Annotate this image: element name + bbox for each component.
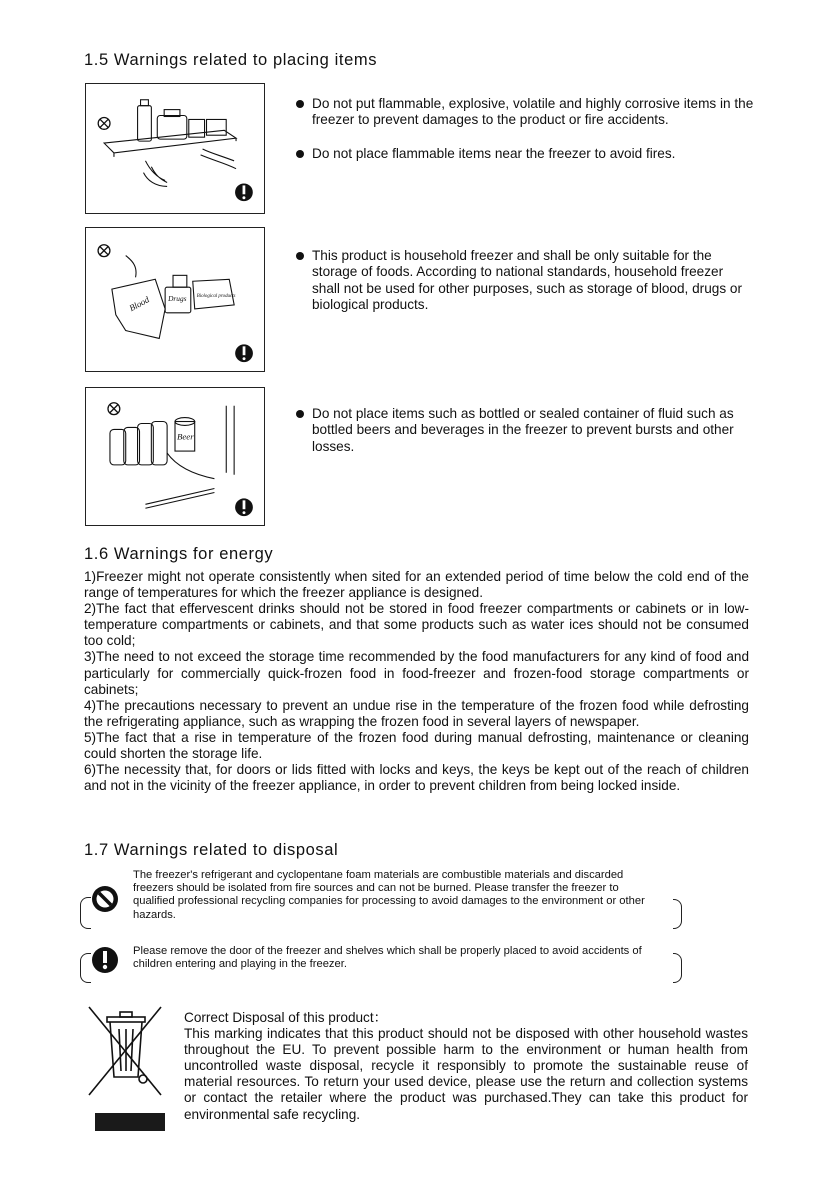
energy-paragraph: 4)The precautions necessary to prevent an undue rise in the temperature of the frozen food while defrosting the refrigerating appliance, such as wrapping the frozen food in several layers of newspaper. <box>84 697 749 729</box>
bullet-text: Do not place items such as bottled or sealed container of fluid such as bottled beers and beverages in the freezer to prevent bursts and other losses. <box>312 406 734 454</box>
illustration-shelf-chemicals <box>85 83 265 214</box>
bullet-item <box>296 248 746 314</box>
label-biological-products: Biological products <box>196 294 236 300</box>
section-heading-disposal: 1.7 Warnings related to disposal <box>84 841 339 859</box>
bullet-item <box>296 406 756 455</box>
disposal-notice-door <box>80 943 682 985</box>
energy-paragraph: 1)Freezer might not operate consistently when sited for an extended period of time below the cold end of the range of temperatures for which the freezer appliance is designed. <box>84 569 749 601</box>
bullet-dot <box>296 410 304 418</box>
bullet-text: This product is household freezer and shall be only suitable for the storage of foods. According to national standards, household freezer shall not be used for other purposes, such as storage of blood, drugs or biological products. <box>312 248 742 313</box>
section-heading-placing: 1.5 Warnings related to placing items <box>84 51 378 69</box>
energy-paragraph: 6)The necessity that, for doors or lids fitted with locks and keys, the keys be kept out of the reach of children and not in the vicinity of the freezer appliance, in order to prevent children from being locked inside. <box>84 762 749 794</box>
bullet-dot <box>296 150 304 158</box>
exclamation-icon <box>235 344 253 362</box>
correct-disposal-text <box>184 1010 748 1123</box>
illustration-beer-bottles <box>85 387 265 526</box>
crossed-out-bin-icon <box>85 1003 167 1131</box>
energy-paragraph: 2)The fact that effervescent drinks should not be stored in food freezer compartments or cabinets or in low-temperature compartments or cabinets, and that some products such as water ices should not be consumed too cold; <box>84 601 749 649</box>
bullet-dot <box>296 252 304 260</box>
energy-paragraph: 3)The need to not exceed the storage time recommended by the food manufacturers for any kind of food and particularly for commercially quick-frozen food in food-freezer and frozen-food storage compartments or cabinets; <box>84 649 749 697</box>
prohibited-icon <box>98 117 110 129</box>
label-beer: Beer <box>176 431 194 442</box>
energy-warnings <box>84 569 749 794</box>
energy-paragraph: 5)The fact that a rise in temperature of the frozen food during manual defrosting, maintenance or cleaning could shorten the storage life. <box>84 729 749 762</box>
beer-bottles-drawing <box>86 388 264 525</box>
bullet-item <box>296 96 756 129</box>
exclamation-icon <box>90 945 120 975</box>
label-blood: Blood <box>127 294 151 314</box>
bracket-right <box>673 899 682 929</box>
exclamation-icon <box>235 498 253 516</box>
bag-label-blood <box>127 294 235 313</box>
correct-disposal-body: This marking indicates that this product should not be disposed with other household wastes throughout the EU. To prevent possible harm to the environment or human health from uncontrolled waste disposal, recycle it responsibly to promote the sustainable reuse of material resources. To return your used device, please use the return and collection systems or contact the retailer where the product was purchased.They can take this product for environmental safe recycling. <box>184 1026 748 1122</box>
shelf-chemicals-drawing <box>86 84 264 213</box>
bullet-dot <box>296 100 304 108</box>
no-entry-icon <box>90 884 120 914</box>
notice-text: Please remove the door of the freezer and shelves which shall be properly placed to avoid accidents of children entering and playing in the freezer. <box>133 945 642 971</box>
notice-text: The freezer's refrigerant and cyclopentane foam materials are combustible materials and discarded freezers should be isolated from fire sources and can not be burned. Please transfer the freezer to qualified professional recycling companies for processing to avoid damages to the environment or other hazards. <box>133 869 645 921</box>
exclamation-icon <box>235 183 253 201</box>
label-drugs: Drugs <box>168 293 187 303</box>
blood-drugs-drawing <box>86 228 264 371</box>
bullet-text: Do not put flammable, explosive, volatile and highly corrosive items in the freezer to prevent damages to the product or fire accidents. <box>312 96 754 128</box>
disposal-notice-fire <box>80 867 682 933</box>
illustration-blood-drugs <box>85 227 265 372</box>
correct-disposal-title: Correct Disposal of this product： <box>184 1010 388 1025</box>
bullet-text: Do not place flammable items near the freezer to avoid fires. <box>312 146 676 161</box>
bullet-item <box>296 146 756 162</box>
bracket-right <box>673 953 682 983</box>
section-heading-energy: 1.6 Warnings for energy <box>84 545 274 563</box>
prohibited-icon <box>98 245 110 257</box>
prohibited-icon <box>108 403 120 415</box>
